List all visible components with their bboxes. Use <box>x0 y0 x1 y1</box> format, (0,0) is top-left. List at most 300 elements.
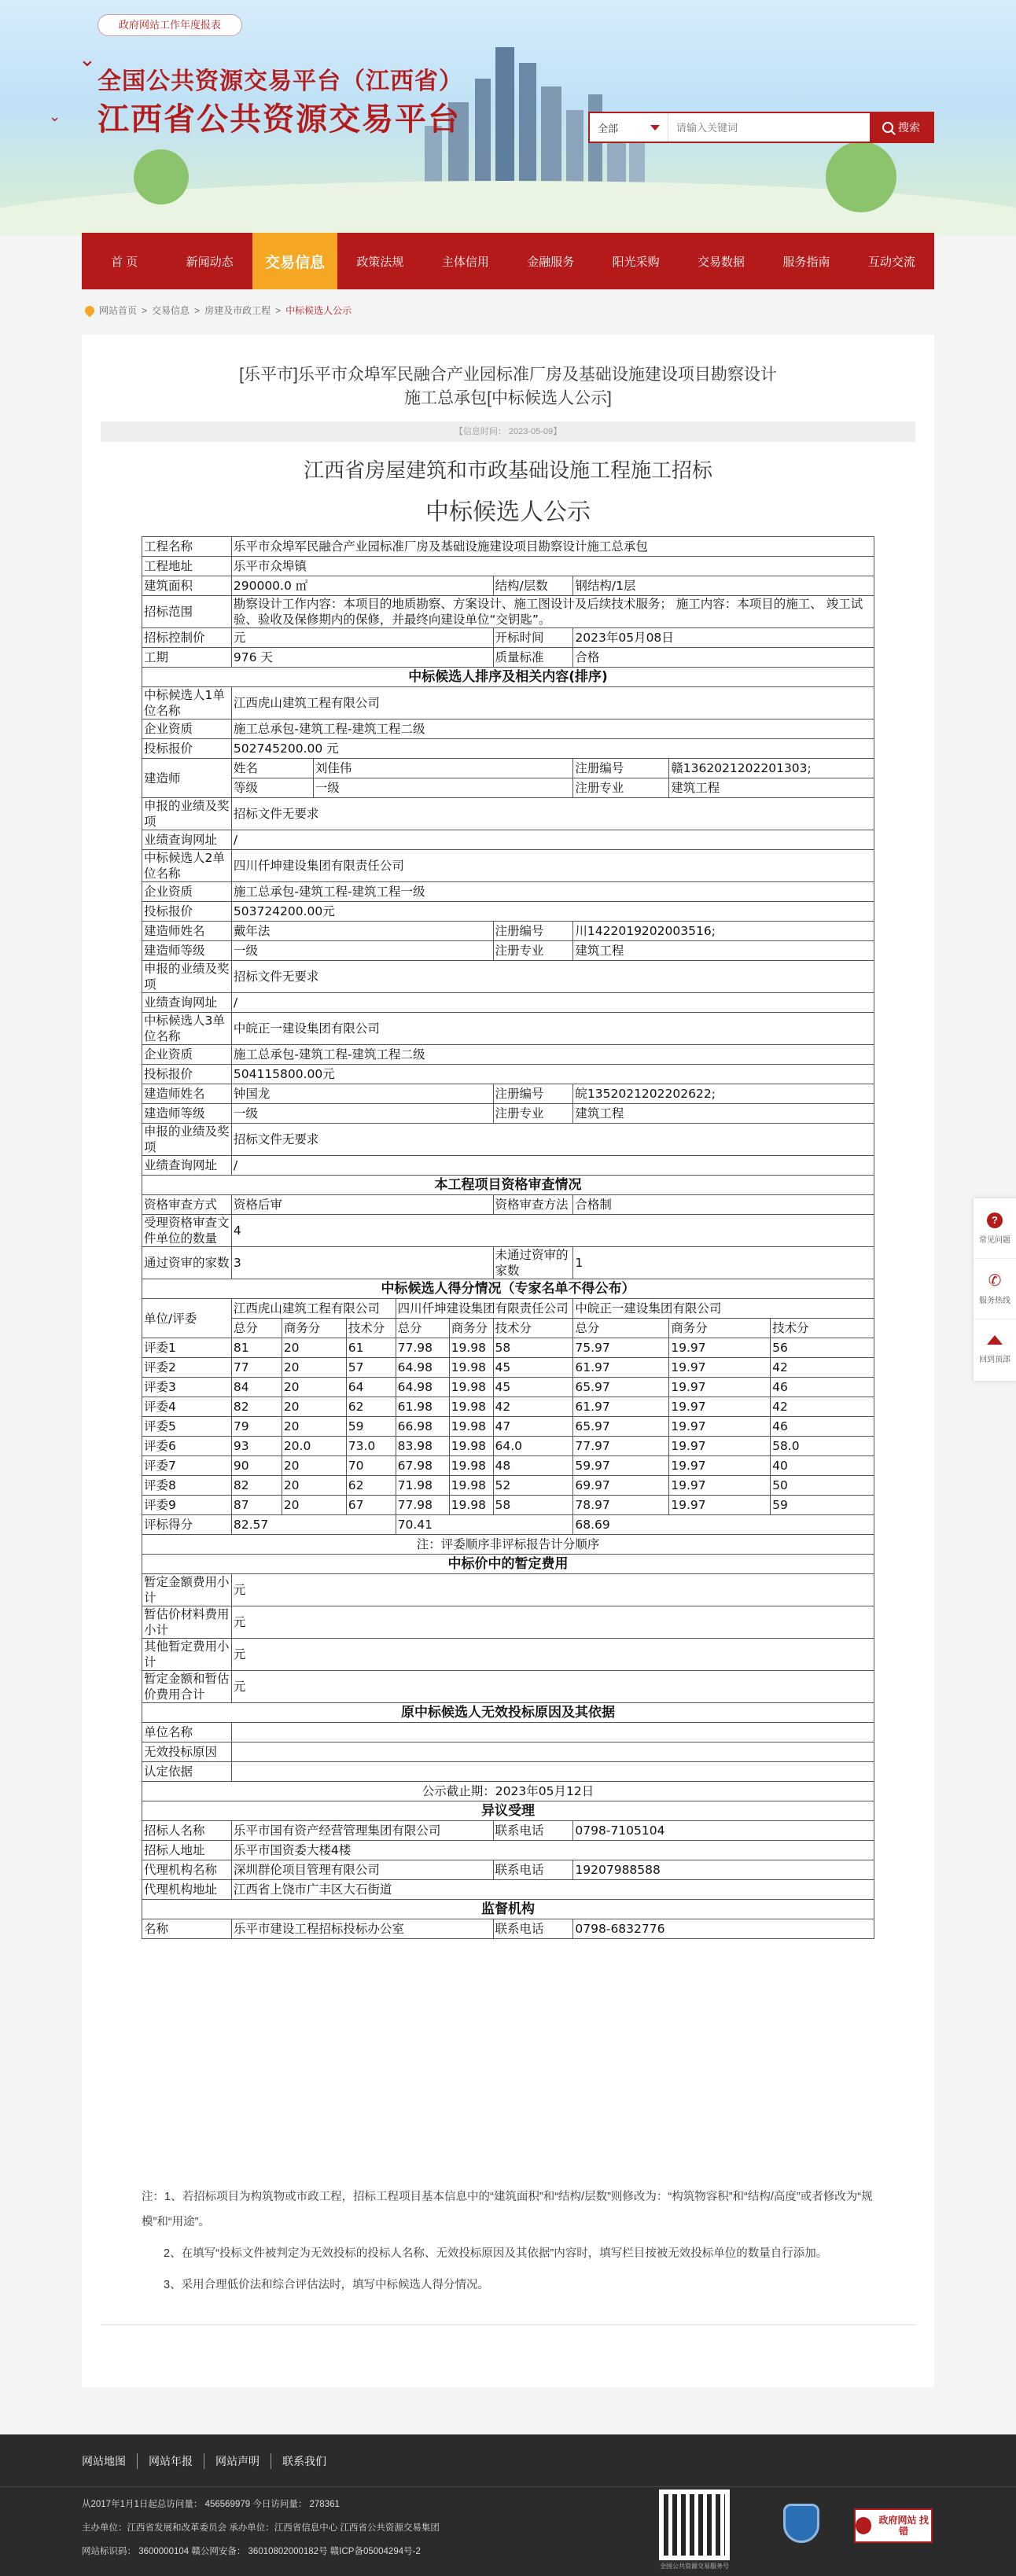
score-cell: 64.98 <box>396 1378 449 1397</box>
cell-value: 乐平市国有资产经营管理集团有限公司 <box>231 1821 493 1841</box>
score-cell: 65.97 <box>573 1378 669 1397</box>
cell-value: / <box>231 830 874 850</box>
cell-value: 合格 <box>573 648 874 668</box>
cell-value: 乐平市建设工程招标投标办公室 <box>231 1919 493 1939</box>
cell-value <box>231 1723 874 1742</box>
cell-value: 皖1352021202202622; <box>573 1084 874 1104</box>
cell-label: 建造师姓名 <box>142 922 232 941</box>
cell-value: 元 <box>231 1639 874 1671</box>
score-cell: 77.97 <box>573 1437 669 1456</box>
score-cell: 20 <box>282 1496 346 1515</box>
cell-value: 元 <box>231 1574 874 1606</box>
nav-item-credit[interactable]: 主体信用 <box>441 255 489 269</box>
hotline-button[interactable] <box>974 1259 1016 1319</box>
cell-label: 结构/层数 <box>493 576 573 596</box>
bid-candidate-table <box>142 536 874 1939</box>
back-to-top-label: 回到顶部 <box>979 1356 1010 1364</box>
score-subheader: 总分 <box>396 1319 449 1338</box>
question-icon: ? <box>987 1213 1003 1228</box>
cell-label: 评标得分 <box>142 1515 232 1535</box>
table-row <box>142 739 874 759</box>
final-score: 68.69 <box>573 1515 874 1535</box>
cell-value: 江西虎山建筑工程有限公司 <box>231 687 874 719</box>
table-row <box>142 1045 874 1065</box>
cell-label: 企业资质 <box>142 882 232 902</box>
score-cell: 19.98 <box>449 1456 493 1476</box>
cell-label: 申报的业绩及奖项 <box>142 961 232 993</box>
score-cell: 69.97 <box>573 1476 669 1496</box>
score-subheader: 总分 <box>573 1319 669 1338</box>
cell-value: 招标文件无要求 <box>231 961 874 993</box>
location-pin-icon <box>83 304 97 317</box>
cell-label: 资格审查方式 <box>142 1195 232 1215</box>
table-row <box>142 596 874 628</box>
score-cell: 66.98 <box>396 1417 449 1437</box>
table-row <box>142 1919 874 1939</box>
score-cell: 19.98 <box>449 1378 493 1397</box>
organizer-info: 主办单位：江西省发展和改革委员会 承办单位：江西省信息中心 江西省公共资源交易集团 <box>82 2523 440 2533</box>
cell-label: 注册专业 <box>493 941 573 961</box>
cell-value: 中皖正一建设集团有限公司 <box>231 1013 874 1045</box>
cell-label: 业绩查询网址 <box>142 1156 232 1176</box>
judge-label: 评委9 <box>142 1496 232 1515</box>
score-cell: 20 <box>282 1378 346 1397</box>
table-row <box>142 687 874 719</box>
badge-label: 政府网站 找错 <box>878 2515 929 2537</box>
score-cell: 84 <box>231 1378 282 1397</box>
qr-code <box>659 2490 730 2560</box>
document-heading: 江西省房屋建筑和市政基础设施工程施工招标 <box>303 459 712 483</box>
score-cell: 73.0 <box>346 1437 396 1456</box>
score-cell: 75.97 <box>573 1338 669 1358</box>
cell-label: 暂估价材料费用小计 <box>142 1606 232 1639</box>
score-cell: 56 <box>771 1338 874 1358</box>
cell-label: 招标人地址 <box>142 1841 232 1860</box>
breadcrumb-separator: > <box>194 304 201 316</box>
score-cell: 20 <box>282 1397 346 1417</box>
table-row <box>142 1841 874 1860</box>
cell-label: 投标报价 <box>142 1065 232 1084</box>
score-cell: 50 <box>771 1476 874 1496</box>
section-row <box>142 1279 874 1299</box>
table-row <box>142 1821 874 1841</box>
section-heading: 本工程项目资格审查情况 <box>142 1176 874 1195</box>
cell-value: 2023年05月08日 <box>573 628 874 648</box>
score-cell: 58.0 <box>771 1437 874 1456</box>
cell-value: 一级 <box>313 778 573 798</box>
nav-item-interaction[interactable]: 互动交流 <box>867 255 915 269</box>
search-scope-select[interactable] <box>590 113 668 142</box>
section-heading: 中标候选人得分情况（专家名单不得公布） <box>142 1279 874 1299</box>
tree-decoration <box>134 149 189 204</box>
score-cell: 52 <box>493 1476 573 1496</box>
section-row <box>142 1900 874 1919</box>
table-row <box>142 1535 874 1555</box>
main-nav <box>82 233 934 289</box>
chevron-down-icon <box>650 125 660 131</box>
table-row <box>142 882 874 902</box>
cell-value: 勘察设计工作内容：本项目的地质勘察、方案设计、施工图设计及后续技术服务； 施工内容：本项目的施工、 竣工试验、验收及保修期内的保修，并最终向建设单位“交钥匙”。 <box>231 596 874 628</box>
cell-value: 0798-7105104 <box>573 1821 874 1841</box>
footer-link-annual-report[interactable]: 网站年报 <box>138 2453 204 2469</box>
score-cell: 61 <box>346 1338 396 1358</box>
score-cell: 61.98 <box>396 1397 449 1417</box>
section-heading: 原中标候选人无效投标原因及其依据 <box>142 1703 874 1723</box>
site-title[interactable]: 江西省公共资源交易平台 <box>98 102 461 137</box>
table-row <box>142 902 874 922</box>
cell-label: 姓名 <box>231 759 313 778</box>
cell-label: 建造师等级 <box>142 941 232 961</box>
footer <box>0 2434 1016 2576</box>
judge-label: 评委8 <box>142 1476 232 1496</box>
nav-item-data[interactable]: 交易数据 <box>698 255 745 269</box>
score-cell: 19.97 <box>669 1417 771 1437</box>
score-cell: 67.98 <box>396 1456 449 1476</box>
cell-value: 0798-6832776 <box>573 1919 874 1939</box>
cell-value: 资格后审 <box>231 1195 493 1215</box>
score-cell: 42 <box>771 1397 874 1417</box>
table-row <box>142 1358 874 1378</box>
cell-value: 合格制 <box>573 1195 874 1215</box>
nav-item-procurement[interactable]: 阳光采购 <box>612 255 660 269</box>
section-row <box>142 1801 874 1821</box>
breadcrumb-building[interactable]: 房建及市政工程 <box>204 305 271 316</box>
note-paragraph: 3、采用合理低价法和综合评估法时，填写中标候选人得分情况。 <box>164 2279 490 2291</box>
score-cell: 82 <box>231 1476 282 1496</box>
table-row <box>142 993 874 1013</box>
cell-value: 290000.0 ㎡ <box>231 576 493 596</box>
cell-label: 联系电话 <box>493 1919 573 1939</box>
cell-value: 乐平市众埠镇 <box>231 557 874 576</box>
nav-item-guide[interactable]: 服务指南 <box>782 255 830 269</box>
footer-link-contact[interactable]: 联系我们 <box>282 2455 326 2467</box>
cell-label: 联系电话 <box>493 1860 573 1880</box>
table-row <box>142 850 874 882</box>
score-cell: 19.98 <box>449 1417 493 1437</box>
score-cell: 93 <box>231 1437 282 1456</box>
breadcrumb <box>85 304 352 317</box>
nav-item-news[interactable]: 新闻动态 <box>186 255 234 269</box>
table-row <box>142 1671 874 1703</box>
section-heading: 中标价中的暂定费用 <box>142 1555 874 1574</box>
score-cell: 19.98 <box>449 1476 493 1496</box>
score-cell: 20 <box>282 1476 346 1496</box>
score-cell: 20.0 <box>282 1437 346 1456</box>
report-error-badge[interactable] <box>854 2508 933 2543</box>
cell-value <box>231 1762 874 1782</box>
article-title-line: [乐平市]乐平市众埠军民融合产业园标准厂房及基础设施建设项目勘察设计 <box>239 366 777 384</box>
cell-label: 通过资审的家数 <box>142 1247 232 1279</box>
nav-item-policy[interactable]: 政策法规 <box>356 255 404 269</box>
judge-label: 评委2 <box>142 1358 232 1378</box>
score-cell: 46 <box>771 1378 874 1397</box>
cell-value: 元 <box>231 1606 874 1639</box>
table-row <box>142 557 874 576</box>
breadcrumb-separator: > <box>142 304 148 316</box>
cell-label: 企业资质 <box>142 719 232 739</box>
cell-label: 申报的业绩及奖项 <box>142 1124 232 1156</box>
nav-item-home[interactable]: 首 页 <box>111 255 138 269</box>
cell-label: 工程名称 <box>142 537 232 557</box>
cell-value: 504115800.00元 <box>231 1065 874 1084</box>
score-cell: 82 <box>231 1397 282 1417</box>
header-banner <box>0 0 1016 236</box>
score-cell: 57 <box>346 1358 396 1378</box>
search-input[interactable] <box>668 113 870 142</box>
table-row <box>142 1762 874 1782</box>
score-cell: 77.98 <box>396 1338 449 1358</box>
score-cell: 19.97 <box>669 1456 771 1476</box>
score-cell: 77 <box>231 1358 282 1378</box>
section-heading: 异议受理 <box>142 1801 874 1821</box>
nav-item-trade-info[interactable]: 交易信息 <box>252 233 337 289</box>
breadcrumb-home[interactable]: 网站首页 <box>99 305 138 316</box>
cell-label: 受理资格审查文件单位的数量 <box>142 1215 232 1247</box>
cell-label: 联系电话 <box>493 1821 573 1841</box>
search-button-label: 搜索 <box>898 121 920 134</box>
cell-label: 投标报价 <box>142 902 232 922</box>
cell-value: 戴年法 <box>231 922 493 941</box>
final-score: 82.57 <box>231 1515 396 1535</box>
cell-label: 其他暂定费用小计 <box>142 1639 232 1671</box>
cell-label: 工程地址 <box>142 557 232 576</box>
phone-icon: ✆ <box>988 1272 1002 1290</box>
cell-value: 招标文件无要求 <box>231 798 874 830</box>
score-cell: 20 <box>282 1456 346 1476</box>
score-cell: 58 <box>493 1496 573 1515</box>
cell-label: 无效投标原因 <box>142 1742 232 1762</box>
score-subheader: 技术分 <box>346 1319 396 1338</box>
score-cell: 19.98 <box>449 1338 493 1358</box>
table-row <box>142 922 874 941</box>
score-subheader: 总分 <box>231 1319 282 1338</box>
cell-label: 建造师姓名 <box>142 1084 232 1104</box>
score-cell: 61.97 <box>573 1358 669 1378</box>
score-subheader: 商务分 <box>669 1319 771 1338</box>
cell-label: 中标候选人1单位名称 <box>142 687 232 719</box>
score-cell: 47 <box>493 1417 573 1437</box>
section-heading: 中标候选人排序及相关内容(排序) <box>142 668 874 687</box>
cell-value: 赣1362021202201303; <box>669 759 874 778</box>
search-button[interactable] <box>870 113 933 142</box>
score-cell: 59 <box>771 1496 874 1515</box>
score-subheader: 商务分 <box>282 1319 346 1338</box>
cell-value: 建筑工程 <box>573 1104 874 1124</box>
cell-label: 代理机构名称 <box>142 1860 232 1880</box>
score-cell: 19.97 <box>669 1358 771 1378</box>
cell-value: 江西省上饶市广丰区大石街道 <box>231 1880 874 1900</box>
cell-label: 投标报价 <box>142 739 232 759</box>
score-cell: 59.97 <box>573 1456 669 1476</box>
score-cell: 19.98 <box>449 1496 493 1515</box>
cell-value: 刘佳伟 <box>313 759 573 778</box>
section-row <box>142 668 874 687</box>
tree-decoration <box>826 142 896 212</box>
score-rows <box>142 1338 874 1515</box>
score-cell: 19.97 <box>669 1397 771 1417</box>
score-subheader: 技术分 <box>493 1319 573 1338</box>
table-row <box>142 719 874 739</box>
divider <box>101 2324 915 2325</box>
score-cell: 81 <box>231 1338 282 1358</box>
score-cell: 64 <box>346 1378 396 1397</box>
score-cell: 61.97 <box>573 1397 669 1417</box>
score-cell: 42 <box>771 1358 874 1378</box>
article-title <box>82 363 934 410</box>
score-cell: 19.97 <box>669 1476 771 1496</box>
note-paragraph: 注：1、若招标项目为构筑物或市政工程，招标工程项目基本信息中的“建筑面积”和“结构/层数”则修改为：“构筑物容积”和“结构/高度”或者修改为“规模”和“用途”。 <box>142 2191 873 2228</box>
bird-icon: ⌄ <box>49 109 61 124</box>
cell-label: 代理机构地址 <box>142 1880 232 1900</box>
cell-label: 招标人名称 <box>142 1821 232 1841</box>
score-cell: 46 <box>771 1417 874 1437</box>
search-bar <box>588 112 934 143</box>
score-cell: 48 <box>493 1456 573 1476</box>
cell-label: 中标候选人3单位名称 <box>142 1013 232 1045</box>
score-cell: 42 <box>493 1397 573 1417</box>
score-cell: 90 <box>231 1456 282 1476</box>
score-cell: 78.97 <box>573 1496 669 1515</box>
table-row <box>142 1104 874 1124</box>
document-title: 中标候选人公示 <box>425 499 591 526</box>
footer-divider <box>0 2486 1016 2487</box>
score-cell: 62 <box>346 1397 396 1417</box>
cell-value: 3 <box>231 1247 493 1279</box>
judge-label: 评委7 <box>142 1456 232 1476</box>
score-cell: 19.97 <box>669 1496 771 1515</box>
cell-value: 元 <box>231 1671 874 1703</box>
footer-links <box>82 2453 337 2469</box>
arrow-up-icon <box>987 1335 1003 1345</box>
score-cell: 19.98 <box>449 1358 493 1378</box>
cell-label: 资格审查方法 <box>493 1195 573 1215</box>
table-row <box>142 648 874 668</box>
nav-item-finance[interactable]: 金融服务 <box>527 255 575 269</box>
cell-value: 4 <box>231 1215 874 1247</box>
score-cell: 62 <box>346 1476 396 1496</box>
cell-label: 注册编号 <box>493 1084 573 1104</box>
table-row <box>142 537 874 557</box>
cell-value: 乐平市国资委大楼4楼 <box>231 1841 874 1860</box>
table-row <box>142 941 874 961</box>
table-row <box>142 1742 874 1762</box>
qr-caption: 全国公共资源交易服务号 <box>660 2563 729 2570</box>
footer-link-sitemap[interactable]: 网站地图 <box>82 2453 138 2469</box>
notes <box>142 2184 874 2304</box>
cell-value: 19207988588 <box>573 1860 874 1880</box>
table-row <box>142 1084 874 1104</box>
company-header: 江西虎山建筑工程有限公司 <box>231 1299 396 1319</box>
table-row <box>142 1456 874 1476</box>
cell-label: 建造师 <box>142 759 232 798</box>
table-row <box>142 1319 874 1338</box>
cell-label: 质量标准 <box>493 648 573 668</box>
registration-info: 网站标识码： 3600000104 赣公网安备： 36010802000182号 赣ICP备05004294号-2 <box>82 2547 421 2556</box>
cell-value: 1 <box>573 1247 874 1279</box>
cell-label: 开标时间 <box>493 628 573 648</box>
score-cell: 83.98 <box>396 1437 449 1456</box>
cell-value: 深圳群伦项目管理有限公司 <box>231 1860 493 1880</box>
table-row <box>142 1723 874 1742</box>
judge-label: 评委5 <box>142 1417 232 1437</box>
cell-label: 暂定金额费用小计 <box>142 1574 232 1606</box>
table-row <box>142 1299 874 1319</box>
visit-counter: 从2017年1月1日起总访问量： 456569979 今日访问量： 278361 <box>82 2500 340 2509</box>
back-to-top-button[interactable] <box>974 1319 1016 1380</box>
cell-value: 施工总承包-建筑工程-建筑工程二级 <box>231 1045 874 1065</box>
table-row <box>142 1013 874 1045</box>
score-note: 注：评委顺序非评标报告计分顺序 <box>142 1535 874 1555</box>
cell-value: 川1422019202003516; <box>573 922 874 941</box>
cell-label: 注册专业 <box>493 1104 573 1124</box>
score-cell: 64.98 <box>396 1358 449 1378</box>
score-cell: 19.98 <box>449 1437 493 1456</box>
score-cell: 67 <box>346 1496 396 1515</box>
score-cell: 64.0 <box>493 1437 573 1456</box>
cell-value: / <box>231 1156 874 1176</box>
judge-label: 评委4 <box>142 1397 232 1417</box>
table-row <box>142 1195 874 1215</box>
score-cell: 19.97 <box>669 1338 771 1358</box>
cell-value: 钟国龙 <box>231 1084 493 1104</box>
breadcrumb-separator: > <box>275 304 282 316</box>
table-row <box>142 1476 874 1496</box>
site-subtitle: 全国公共资源交易平台（江西省） <box>98 68 463 94</box>
cell-value: 施工总承包-建筑工程-建筑工程二级 <box>231 719 874 739</box>
cell-value: 四川仟坤建设集团有限责任公司 <box>231 850 874 882</box>
table-row <box>142 1515 874 1535</box>
cell-label: 业绩查询网址 <box>142 830 232 850</box>
cell-label: 工期 <box>142 648 232 668</box>
score-cell: 58 <box>493 1338 573 1358</box>
cell-label: 中标候选人2单位名称 <box>142 850 232 882</box>
cell-value: 一级 <box>231 1104 493 1124</box>
table-row <box>142 628 874 648</box>
score-cell: 59 <box>346 1417 396 1437</box>
final-score: 70.41 <box>396 1515 573 1535</box>
article-title-line: 施工总承包[中标候选人公示] <box>404 389 612 407</box>
party-government-badge-icon[interactable] <box>783 2504 819 2543</box>
cell-label: 名称 <box>142 1919 232 1939</box>
cell-value: / <box>231 993 874 1013</box>
breadcrumb-trade-info[interactable]: 交易信息 <box>152 305 190 316</box>
section-row <box>142 1555 874 1574</box>
judge-label: 评委6 <box>142 1437 232 1456</box>
cell-value: 招标文件无要求 <box>231 1124 874 1156</box>
cell-label: 注册专业 <box>573 778 669 798</box>
note-paragraph: 2、在填写“投标文件被判定为无效投标的投标人名称、无效投标原因及其依据”内容时，填写栏目按被无效投标单位的数量自行添加。 <box>164 2247 828 2260</box>
cell-label: 业绩查询网址 <box>142 993 232 1013</box>
table-row <box>142 1860 874 1880</box>
cell-label: 注册编号 <box>573 759 669 778</box>
table-row <box>142 576 874 596</box>
cell-label: 申报的业绩及奖项 <box>142 798 232 830</box>
cell-value: 一级 <box>231 941 493 961</box>
footer-link-statement[interactable]: 网站声明 <box>204 2453 271 2469</box>
table-row <box>142 1880 874 1900</box>
section-heading: 监督机构 <box>142 1900 874 1919</box>
table-row <box>142 1496 874 1515</box>
table-row <box>142 1247 874 1279</box>
section-row <box>142 1703 874 1723</box>
bird-icon: ⌄ <box>79 47 96 71</box>
section-row <box>142 1176 874 1195</box>
table-row <box>142 778 874 798</box>
annual-report-button[interactable]: 政府网站工作年度报表 <box>98 14 242 36</box>
faq-button[interactable] <box>974 1198 1016 1259</box>
score-subheader: 商务分 <box>449 1319 493 1338</box>
table-row <box>142 1606 874 1639</box>
